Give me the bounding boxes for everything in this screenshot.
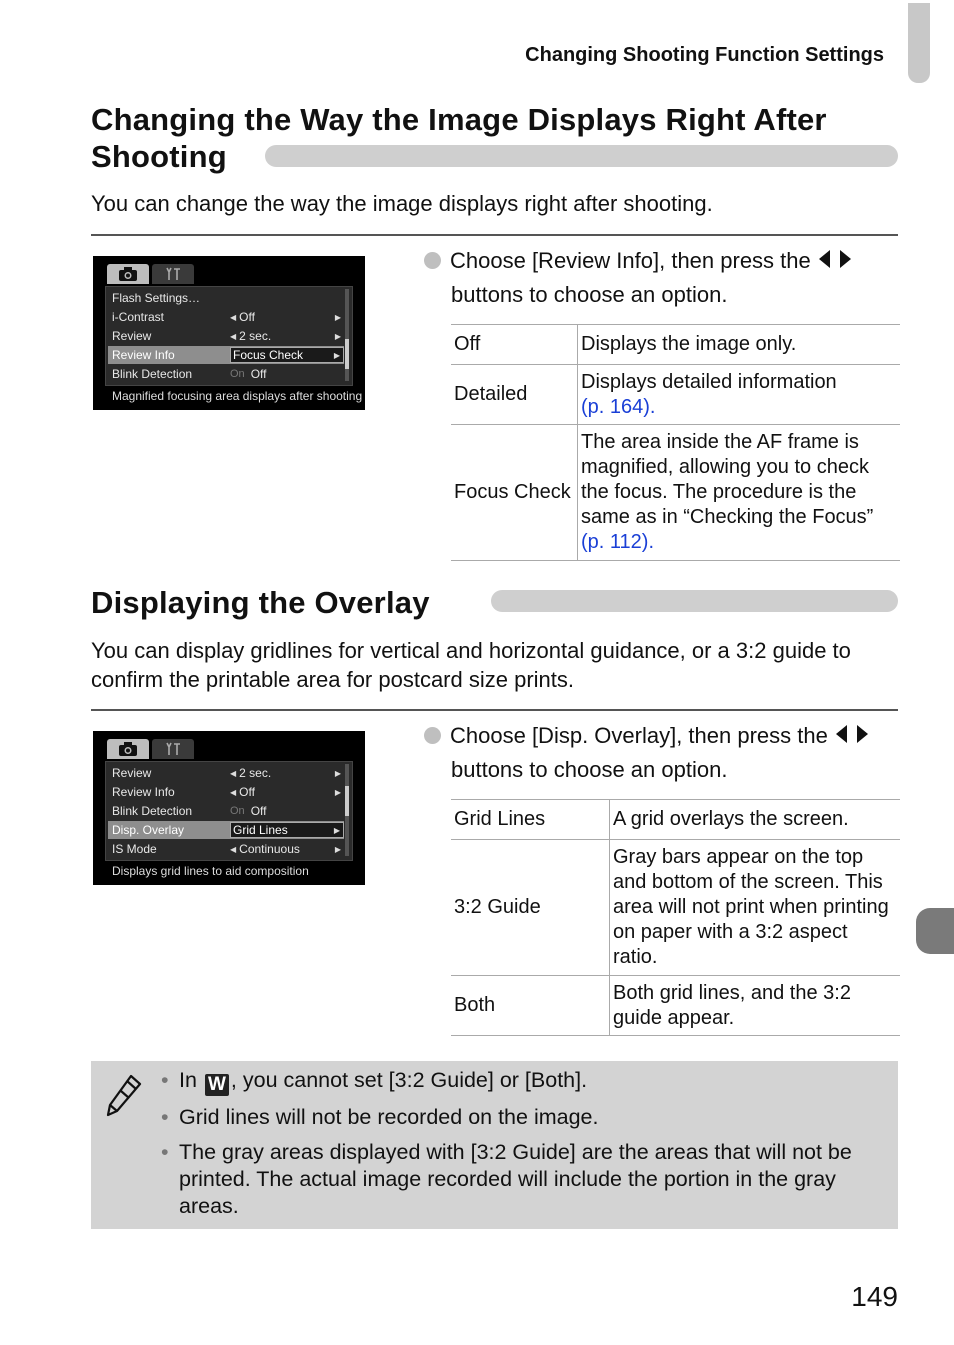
section1-intro: You can change the way the image displays right after shooting. <box>91 191 713 216</box>
section2-intro: You can display gridlines for vertical and horizontal guidance, or a 3:2 guide to confirm the printable area for postcard size prints. <box>91 638 851 692</box>
review-info-options-table <box>451 324 900 561</box>
table-row <box>451 840 900 976</box>
section1-divider <box>91 234 898 236</box>
option-desc: Displays the image only. <box>578 325 901 365</box>
camera-tab-icon <box>107 739 149 759</box>
menu-row-selected: Review Info Focus Check ▶ <box>108 346 344 364</box>
section2-step: Choose [Disp. Overlay], then press the buttons to choose an option. <box>424 719 894 787</box>
note-item: • The gray areas displayed with [3:2 Guide] are the areas that will not be printed. The actual image recorded will include the portion in the gray areas. <box>161 1139 881 1220</box>
table-row <box>451 425 900 561</box>
table-row <box>451 800 900 840</box>
section1-step: Choose [Review Info], then press the buttons to choose an option. <box>424 244 894 312</box>
section1-title-line1: Changing the Way the Image Displays Right After <box>91 102 827 137</box>
option-desc: A grid overlays the screen. <box>610 800 901 840</box>
pencil-icon <box>103 1073 143 1119</box>
page-link[interactable]: (p. 164). <box>581 395 656 418</box>
table-row <box>451 325 900 365</box>
menu-row: Review ◀ 2 sec. ▶ <box>112 329 341 343</box>
section2-title-bar <box>491 590 898 612</box>
disp-overlay-options-table <box>451 799 900 1036</box>
left-right-arrows-icon <box>834 723 870 745</box>
option-name: Both <box>451 976 610 1036</box>
step-bullet-icon <box>424 252 441 269</box>
menu-row: Review Info ◀ Off ▶ <box>112 785 341 799</box>
section2-title: Displaying the Overlay <box>91 585 430 620</box>
menu-row: IS Mode ◀ Continuous ▶ <box>112 842 341 856</box>
running-header: Changing Shooting Function Settings <box>525 44 884 66</box>
option-desc: Both grid lines, and the 3:2 guide appear. <box>610 976 901 1036</box>
settings-tab-icon <box>152 264 194 284</box>
option-name: Focus Check <box>451 425 578 561</box>
step-bullet-icon <box>424 727 441 744</box>
page-link[interactable]: (p. 112). <box>581 531 654 553</box>
option-desc: Gray bars appear on the top and bottom of the screen. This area will not print when printing on paper with a 3:2 aspect ratio. <box>610 840 901 976</box>
note-item: • In W , you cannot set [3:2 Guide] or [Both]. <box>161 1067 881 1096</box>
menu-row-selected: Disp. Overlay Grid Lines ▶ <box>108 821 344 839</box>
camera-screen-disp-overlay <box>93 731 365 885</box>
option-name: Grid Lines <box>451 800 610 840</box>
notes-list <box>161 1067 881 1228</box>
camera-tab-icon <box>107 264 149 284</box>
menu-row: Blink Detection On Off <box>112 804 267 818</box>
left-right-arrows-icon <box>817 248 853 270</box>
section1-title-line2: Shooting <box>91 139 227 174</box>
thumb-tab-chapter <box>916 908 954 954</box>
notes-box <box>91 1061 898 1229</box>
camera-screen-caption: Displays grid lines to aid composition <box>112 864 309 878</box>
option-desc: Displays detailed information (p. 164). <box>578 365 901 425</box>
camera-screen-review-info <box>93 256 365 410</box>
section2-divider <box>91 709 898 711</box>
menu-row: Blink Detection On Off <box>112 367 267 381</box>
table-row <box>451 976 900 1036</box>
widescreen-mode-icon: W <box>205 1074 229 1096</box>
option-name: Off <box>451 325 578 365</box>
menu-scrollbar <box>345 289 349 381</box>
option-name: Detailed <box>451 365 578 425</box>
camera-screen-caption: Magnified focusing area displays after shooting <box>112 389 363 403</box>
section1-title-bar <box>265 145 898 167</box>
thumb-tab-top <box>908 3 930 83</box>
table-row <box>451 365 900 425</box>
menu-row: i-Contrast ◀ Off ▶ <box>112 310 341 324</box>
option-desc: The area inside the AF frame is magnified, allowing you to check the focus. The procedure is the same as in “Checking the Focus” (p. 112). <box>578 425 901 561</box>
menu-row: Flash Settings… <box>112 291 201 305</box>
settings-tab-icon <box>152 739 194 759</box>
note-item: • Grid lines will not be recorded on the image. <box>161 1104 881 1131</box>
page-number: 149 <box>851 1281 898 1312</box>
menu-scrollbar <box>345 764 349 856</box>
option-name: 3:2 Guide <box>451 840 610 976</box>
menu-row: Review ◀ 2 sec. ▶ <box>112 766 341 780</box>
